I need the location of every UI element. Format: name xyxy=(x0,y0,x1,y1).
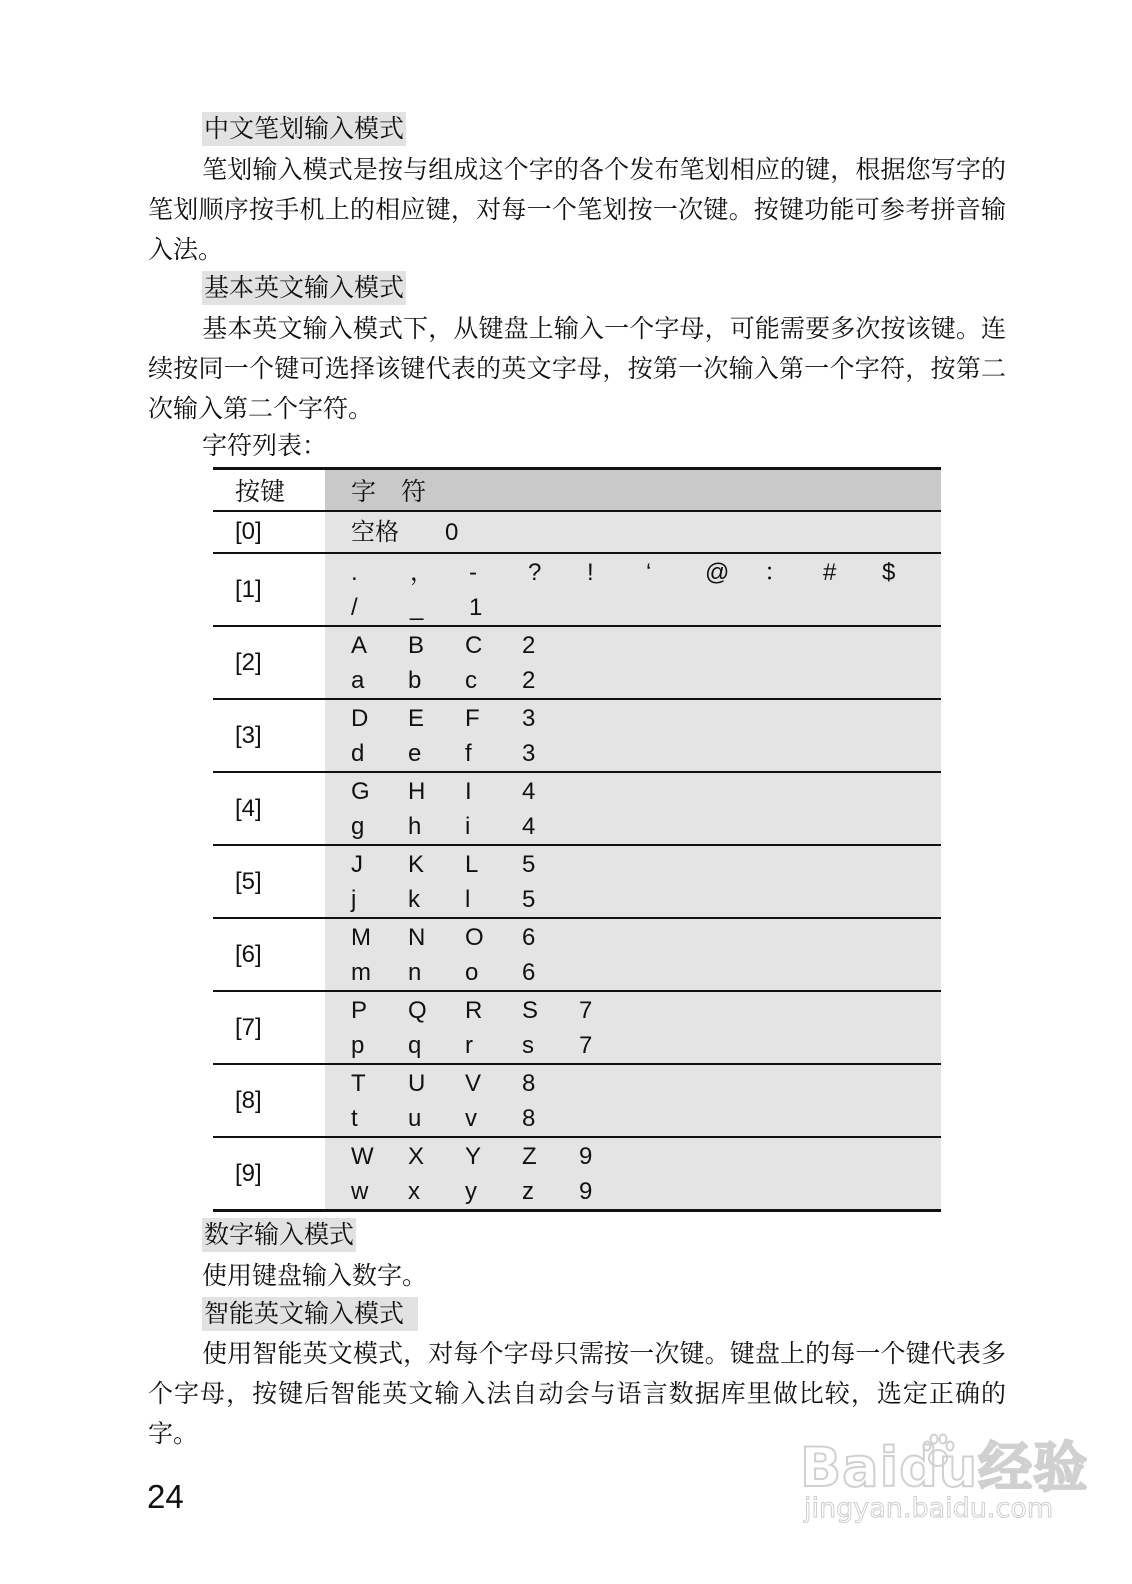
char-glyph: L xyxy=(465,850,479,878)
char-glyph: 5 xyxy=(522,850,536,878)
char-glyph: f xyxy=(465,739,472,767)
char-glyph: 8 xyxy=(522,1104,536,1132)
char-glyph: 3 xyxy=(522,739,536,767)
char-glyph: 5 xyxy=(522,885,536,913)
char-glyph: V xyxy=(465,1069,482,1097)
char-glyph: o xyxy=(465,958,479,986)
chars-cell xyxy=(325,511,941,553)
chars-line xyxy=(351,590,941,625)
char-glyph: E xyxy=(408,704,425,732)
char-glyph: 7 xyxy=(579,1031,593,1059)
char-glyph: R xyxy=(465,996,483,1024)
chars-cell xyxy=(325,699,941,772)
key-cell: [6] xyxy=(213,918,325,991)
char-glyph: 0 xyxy=(445,518,459,546)
paragraph-text: 基本英文输入模式下，从键盘上输入一个字母，可能需要多次按该键。连续按同一个键可选择该键代表的英文字母，按第一次输入第一个字符，按第二次输入第二个字符。 xyxy=(148,314,1006,423)
chars-line xyxy=(351,774,941,809)
char-glyph: W xyxy=(351,1142,374,1170)
paragraph-stroke-input xyxy=(148,150,1006,270)
heading-basic-english: 基本英文输入模式 xyxy=(202,271,406,305)
char-glyph: ： xyxy=(764,558,788,586)
table-row xyxy=(213,511,941,553)
char-glyph: j xyxy=(351,885,357,913)
table-row xyxy=(213,553,941,626)
chars-cell xyxy=(325,772,941,845)
char-glyph: 1 xyxy=(469,593,483,621)
chars-line xyxy=(351,1066,941,1101)
chars-line xyxy=(351,993,941,1028)
char-glyph: p xyxy=(351,1031,365,1059)
chars-line xyxy=(351,847,941,882)
char-glyph: - xyxy=(469,558,477,586)
char-glyph: @ xyxy=(705,558,730,586)
char-glyph: 3 xyxy=(522,704,536,732)
table-row xyxy=(213,991,941,1064)
paw-icon xyxy=(918,1431,958,1471)
char-glyph: 9 xyxy=(579,1142,593,1170)
char-glyph: / xyxy=(351,593,358,621)
chars-line xyxy=(351,882,941,917)
chars-line xyxy=(351,920,941,955)
table-row xyxy=(213,772,941,845)
char-glyph: H xyxy=(408,777,426,805)
char-glyph: K xyxy=(408,850,425,878)
header-key: 按键 xyxy=(213,469,325,512)
watermark-url: jingyan.baidu.com xyxy=(804,1493,1054,1524)
chars-line xyxy=(351,663,941,698)
char-glyph: c xyxy=(465,666,477,694)
char-glyph: 2 xyxy=(522,666,536,694)
chars-cell xyxy=(325,626,941,699)
chars-line xyxy=(351,736,941,771)
char-glyph: # xyxy=(823,558,837,586)
char-glyph: g xyxy=(351,812,365,840)
heading-stroke-input: 中文笔划输入模式 xyxy=(202,112,406,146)
page-number: 24 xyxy=(147,1478,184,1515)
char-glyph: 6 xyxy=(522,958,536,986)
heading-smart-english: 智能英文输入模式 xyxy=(202,1297,418,1331)
character-table xyxy=(213,467,941,1212)
chars-line xyxy=(351,628,941,663)
table-row xyxy=(213,1137,941,1211)
chars-line xyxy=(351,1028,941,1063)
chars-line xyxy=(351,555,941,590)
char-glyph: a xyxy=(351,666,365,694)
chars-cell xyxy=(325,991,941,1064)
char-glyph: n xyxy=(408,958,422,986)
table-row xyxy=(213,626,941,699)
key-cell: [7] xyxy=(213,991,325,1064)
char-glyph: $ xyxy=(882,558,896,586)
key-cell: [2] xyxy=(213,626,325,699)
char-glyph: T xyxy=(351,1069,366,1097)
key-cell: [1] xyxy=(213,553,325,626)
char-glyph: A xyxy=(351,631,368,659)
chars-line xyxy=(351,1101,941,1136)
chars-line xyxy=(351,1139,941,1174)
char-glyph: q xyxy=(408,1031,422,1059)
chars-cell xyxy=(325,918,941,991)
char-glyph: h xyxy=(408,812,422,840)
char-glyph: D xyxy=(351,704,369,732)
char-glyph: G xyxy=(351,777,370,805)
chars-cell xyxy=(325,1137,941,1211)
chars-cell xyxy=(325,1064,941,1137)
paragraph-basic-english xyxy=(148,309,1006,429)
paragraph-numeric xyxy=(148,1256,1006,1296)
table-row xyxy=(213,1064,941,1137)
char-glyph: N xyxy=(408,923,426,951)
paragraph-text: 笔划输入模式是按与组成这个字的各个发布笔划相应的键，根据您写字的笔划顺序按手机上的相应键，对每一个笔划按一次键。按键功能可参考拼音输入法。 xyxy=(148,155,1006,264)
key-cell: [0] xyxy=(213,511,325,553)
char-glyph: X xyxy=(408,1142,425,1170)
char-glyph: u xyxy=(408,1104,422,1132)
watermark-brand: Baidu经验 xyxy=(800,1436,1089,1499)
header-chars: 字 符 xyxy=(325,469,941,512)
char-glyph: y xyxy=(465,1177,477,1205)
char-glyph: r xyxy=(465,1031,473,1059)
char-glyph: b xyxy=(408,666,422,694)
char-glyph: x xyxy=(408,1177,420,1205)
char-glyph: Y xyxy=(465,1142,482,1170)
table-row xyxy=(213,918,941,991)
key-cell: [4] xyxy=(213,772,325,845)
char-glyph: U xyxy=(408,1069,426,1097)
chars-cell xyxy=(325,845,941,918)
char-glyph: P xyxy=(351,996,368,1024)
heading-numeric: 数字输入模式 xyxy=(202,1218,356,1252)
char-glyph: 9 xyxy=(579,1177,593,1205)
chars-line xyxy=(351,1174,941,1209)
table-row xyxy=(213,699,941,772)
char-glyph: B xyxy=(408,631,425,659)
char-glyph: s xyxy=(522,1031,534,1059)
char-glyph: l xyxy=(465,885,471,913)
char-glyph: k xyxy=(408,885,420,913)
char-glyph: d xyxy=(351,739,365,767)
paragraph-text: 使用智能英文模式，对每个字母只需按一次键。键盘上的每一个键代表多个字母，按键后智能英文输入法自动会与语言数据库里做比较，选定正确的字。 xyxy=(148,1339,1006,1448)
char-glyph: i xyxy=(465,812,471,840)
char-glyph: 4 xyxy=(522,777,536,805)
char-glyph: 空格 xyxy=(351,518,399,546)
chars-cell xyxy=(325,553,941,626)
chars-line xyxy=(351,701,941,736)
char-glyph: F xyxy=(465,704,480,732)
key-cell: [9] xyxy=(213,1137,325,1211)
char-glyph: t xyxy=(351,1104,358,1132)
char-glyph: _ xyxy=(410,593,424,621)
chars-line xyxy=(351,955,941,990)
char-glyph: 2 xyxy=(522,631,536,659)
chars-line xyxy=(351,515,941,550)
char-glyph: v xyxy=(465,1104,477,1132)
char-glyph: 4 xyxy=(522,812,536,840)
char-glyph: ‘ xyxy=(646,558,652,586)
char-glyph: S xyxy=(522,996,539,1024)
char-glyph: I xyxy=(465,777,472,805)
paragraph-text: 使用键盘输入数字。 xyxy=(202,1261,428,1290)
char-glyph: ! xyxy=(587,558,594,586)
char-glyph: C xyxy=(465,631,483,659)
char-glyph: e xyxy=(408,739,422,767)
char-glyph: ， xyxy=(410,558,434,586)
char-glyph: 7 xyxy=(579,996,593,1024)
chars-line xyxy=(351,809,941,844)
char-glyph: M xyxy=(351,923,371,951)
char-glyph: 6 xyxy=(522,923,536,951)
char-glyph: Q xyxy=(408,996,427,1024)
table-caption: 字符列表： xyxy=(202,431,328,460)
char-glyph: J xyxy=(351,850,363,878)
table-header-row xyxy=(213,469,941,512)
baidu-watermark xyxy=(800,1425,1089,1535)
key-cell: [3] xyxy=(213,699,325,772)
key-cell: [5] xyxy=(213,845,325,918)
table-row xyxy=(213,845,941,918)
char-glyph: O xyxy=(465,923,484,951)
char-glyph: ? xyxy=(528,558,542,586)
char-glyph: 8 xyxy=(522,1069,536,1097)
char-glyph: Z xyxy=(522,1142,537,1170)
char-glyph: m xyxy=(351,958,371,986)
char-glyph: . xyxy=(351,558,358,586)
char-glyph: z xyxy=(522,1177,534,1205)
key-cell: [8] xyxy=(213,1064,325,1137)
char-glyph: w xyxy=(351,1177,369,1205)
